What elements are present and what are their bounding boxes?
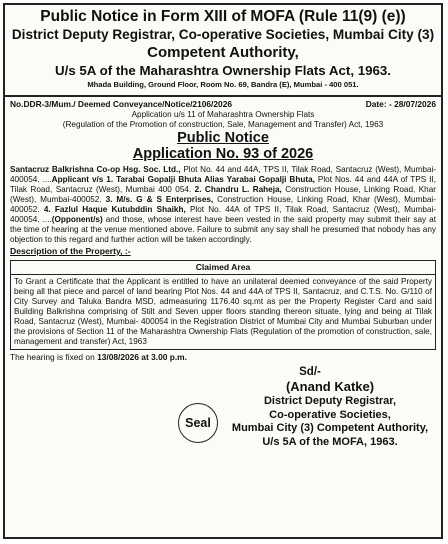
application-line-1: Application u/s 11 of Maharashtra Ownership Flats	[131, 110, 315, 119]
notice-body	[5, 97, 441, 483]
claimed-area-title: Claimed Area	[11, 261, 435, 275]
paragraph-text-1: Plot No. 44 and 44A, TPS II, Tilak Road, Santacruz (West), Mumbai- 400054. ....	[10, 165, 436, 184]
applicant-label: Applicant v/s 1. Tarabai Gopalji Bhuta Alias Yarabai Gopalji Bhuta,	[51, 175, 315, 184]
application-number: Application No. 93 of 2026	[132, 146, 314, 162]
opponent-3: 3. M/s. G & S Enterprises,	[105, 195, 214, 204]
authority-line-2: Competent Authority,	[147, 44, 299, 61]
paragraph-text-2: Plot Nos. 44 and 44A of TPS II, Tilak Road, Santacruz (West), Mumbai 400 054.	[10, 175, 436, 194]
signature-sd: Sd/-	[299, 366, 321, 378]
notice-title: Public Notice in Form XIII of MOFA (Rule 11(9) (e))	[40, 8, 406, 25]
opponent-4: 4. Fazlul Haque Kutubddin Shaikh,	[43, 205, 186, 214]
paragraph-text-4: Construction House, Linking Road, Khar (West), Mumbai-400052.	[10, 195, 436, 214]
public-notice	[3, 3, 443, 539]
opponent-2: 2. Chandru L. Raheja,	[194, 185, 282, 194]
paragraph-text-5: Plot No. 44A of TPS II, Tilak Road, Santacruz (West), Mumbai- 400054. ....	[10, 205, 436, 224]
signatory-designation-3: Mumbai City (3) Competent Authority,	[231, 422, 429, 434]
signatory-designation-2: Co-operative Societies,	[269, 408, 391, 421]
notice-paragraph	[10, 165, 436, 245]
reference-row	[10, 99, 436, 110]
claimed-area-text: To Grant a Certificate that the Applicant is entitled to have an unilateral deemed conveyance of the said Property being all that piece and parcel of land bearing Plot Nos. 44 and 44A of TPS II, Santacruz, and C.T.S. No. G/110 of City Survey and Taluka Bandra MSD, admeasuring 1176.40 sq.mt as per the Property Register Card and said Building Balkrishna comprising of Stilt and Seven upper floors standing thereon situate, lying and being at Tilak Road, Santacruz (West), Mumbai- 400054 in the Registration District of Mumbai City and Mumbai Suburban under the provisions of Section 11 of the Maharashtra Ownership Flats (Regulation of the promotion of construction, sale, management and transfer) Act, 1963	[14, 277, 432, 346]
reference-number: No.DDR-3/Mum./ Deemed Conveyance/Notice/2106/2026	[10, 99, 233, 109]
signatory-name: (Anand Katke)	[285, 379, 375, 394]
signature-area	[10, 365, 436, 483]
claimed-area-box	[10, 260, 436, 350]
paragraph-text-3: Construction House, Linking Road, Khar (West), Mumbai-400052.	[10, 185, 436, 204]
signatory-designation-4: U/s 5A of the MOFA, 1963.	[262, 435, 398, 448]
paragraph-text-6: and those, whose interest have been vested in the said property may submit their say at the time of hearing at the venue mentioned above. Failure to submit any say shall he presumed that nobody has any objection to this regard and further action will be taken accordingly.	[10, 215, 436, 244]
notice-heading: Public Notice	[177, 130, 269, 146]
signature-block	[220, 365, 440, 449]
hearing-date-time: 13/08/2026 at 3.00 p.m.	[97, 352, 187, 362]
act-line: U/s 5A of the Maharashtra Ownership Flats Act, 1963.	[55, 63, 391, 78]
description-heading: Description of the Property, :-	[10, 246, 131, 256]
hearing-prefix: The hearing is fixed on	[10, 352, 98, 362]
application-line-2: (Regulation of the Promotion of construction, Sale, Management and Transfer) Act, 1963	[62, 120, 384, 129]
seal-stamp: Seal	[178, 403, 218, 443]
notice-header	[5, 5, 441, 97]
office-address: Mhada Building, Ground Floor, Room No. 69, Bandra (E), Mumbai - 400 051.	[87, 80, 359, 89]
opponents-label: (Opponent/s)	[51, 215, 103, 224]
reference-date: Date: - 28/07/2026	[365, 99, 436, 109]
signatory-designation-1: District Deputy Registrar,	[263, 395, 397, 407]
hearing-line	[10, 352, 436, 363]
authority-line-1: District Deputy Registrar, Co-operative Societies, Mumbai City (3)	[11, 27, 435, 42]
society-name: Santacruz Balkrishna Co-op Hsg. Soc. Ltd.,	[10, 165, 181, 174]
